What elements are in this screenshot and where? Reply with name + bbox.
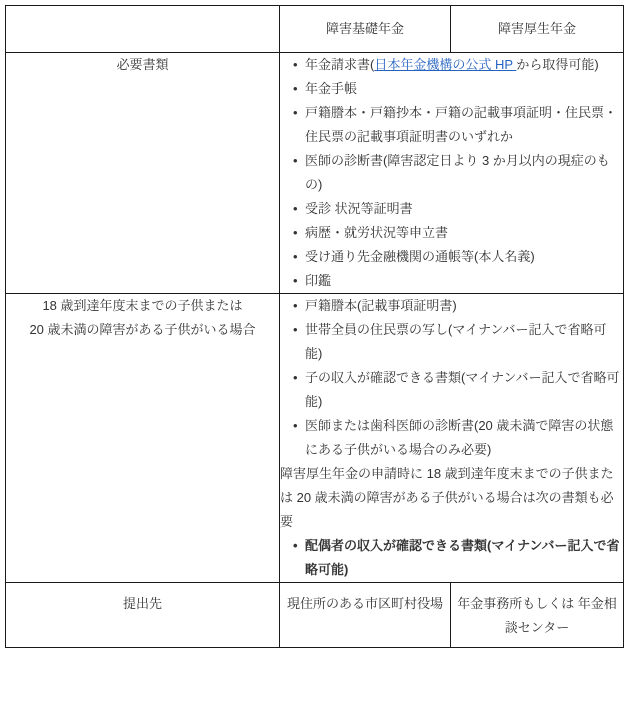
children-label-line1: 18 歳到達年度末までの子供または: [42, 298, 243, 313]
children-label-line2: 20 歳未満の障害がある子供がいる場合: [29, 322, 256, 337]
list-item: • 年金手帳: [280, 77, 623, 101]
required-documents-row: [6, 53, 624, 294]
list-item: • 医師の診断書(障害認定日より 3 か月以内の現症のもの): [280, 149, 623, 197]
list-item: • 世帯全員の住民票の写し(マイナンバー記入で省略可能): [280, 318, 623, 366]
list-item: • 受診 状況等証明書: [280, 197, 623, 221]
list-item: • 印鑑: [280, 269, 623, 293]
list-item: • 受け通り先金融機関の通帳等(本人名義): [280, 245, 623, 269]
japan-pension-service-link[interactable]: 日本年金機構の公式 HP: [374, 57, 517, 72]
required-documents-list: [280, 53, 623, 293]
pension-required-documents-table: [5, 5, 624, 648]
submission-kosei-cell: 年金事務所もしくは 年金相談センター: [451, 583, 624, 648]
header-disability-basic-pension: 障害基礎年金: [280, 6, 451, 53]
children-documents-cell: [280, 294, 624, 583]
row-label-required-documents: 必要書類: [6, 53, 280, 294]
children-condition-row: [6, 294, 624, 583]
kosei-additional-note: 障害厚生年金の申請時に 18 歳到達年度末までの子供または 20 歳未満の障害がある子供がいる場合は次の書類も必要: [280, 466, 614, 529]
required-documents-cell: [280, 53, 624, 294]
header-empty-cell: [6, 6, 280, 53]
list-item: [280, 53, 623, 77]
children-documents-list: [280, 294, 623, 462]
submission-basic-cell: 現住所のある市区町村役場: [280, 583, 451, 648]
header-disability-employee-pension: 障害厚生年金: [451, 6, 624, 53]
submission-destination-row: [6, 583, 624, 648]
list-item: • 戸籍謄本(記載事項証明書): [280, 294, 623, 318]
header-row: [6, 6, 624, 53]
row-label-children-condition: [6, 294, 280, 583]
list-item: • 子の収入が確認できる書類(マイナンバー記入で省略可能): [280, 366, 623, 414]
row-label-submission-destination: 提出先: [6, 583, 280, 648]
item-suffix-text: から取得可能): [516, 57, 599, 72]
list-item: • 病歴・就労状況等申立書: [280, 221, 623, 245]
list-item: • 戸籍謄本・戸籍抄本・戸籍の記載事項証明・住民票・住民票の記載事項証明書のいずれか: [280, 101, 623, 149]
list-item: • 医師または歯科医師の診断書(20 歳未満で障害の状態にある子供がいる場合のみ必要): [280, 414, 623, 462]
item-prefix-text: 年金請求書(: [305, 57, 375, 72]
spouse-document-list: [280, 534, 623, 582]
spouse-income-document-item: • 配偶者の収入が確認できる書類(マイナンバー記入で省略可能): [280, 534, 623, 582]
